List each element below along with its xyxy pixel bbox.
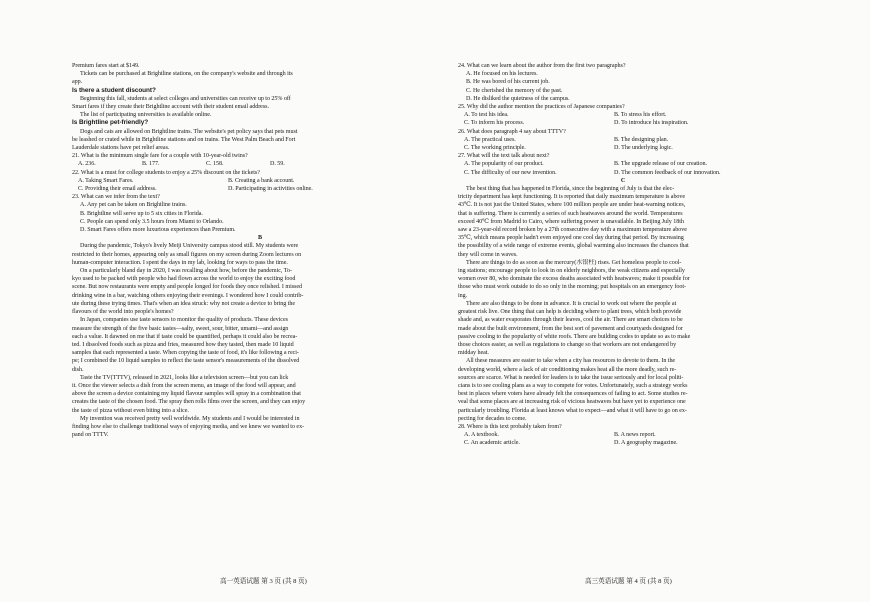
section-b-label: B [257,235,262,242]
option-a: A. The practical uses. [464,136,516,143]
options-row [72,177,448,185]
text-line: There are also things to be done in advance. It is crucial to work out where the people at [466,300,677,307]
text-line: pecting for decades to come. [458,415,527,422]
text-line: Dogs and cats are allowed on Brightline trains. The website's pet policy says that pets must [80,128,298,135]
question-22 [72,169,448,194]
question-25 [458,103,788,128]
option-b: B. He was bored of his current job. [466,79,550,86]
text-line: There are things to do as soon as the mercury(水银柱) rises. Get homeless people to cool- [466,259,682,266]
option-c: C. Providing their email address. [78,186,157,193]
text-line: ted. I dissolved foods such as pizza and fries, measured how they tasted, then made 10 liquid [72,341,294,348]
text-line: sources are scarce. What is needed for leaders is to take the issue seriously and for local politi- [458,374,684,381]
text-line: cians is to see cooling plans as a way to compete for votes. Unfortunately, such a strategy works [458,382,688,389]
options-row [458,136,788,144]
text-line: In Japan, companies use taste sensors to monitor the quality of products. These devices [80,317,288,324]
options-row [458,169,788,177]
option-b: B. The designing plan. [614,136,669,143]
question-stem: 26. What does paragraph 4 say about TTTV? [458,128,566,135]
question-24 [458,62,788,103]
options-row [458,431,788,439]
text-line: be leashed or crated while in Brightline stations and on trains. The West Palm Beach and Fort [72,136,296,143]
student-discount-text [72,95,448,120]
question-stem: 28. Where is this text probably taken from? [458,423,562,430]
question-28 [458,423,788,448]
option-c: C. The difficulty of our new invention. [464,169,557,176]
text-line: made about the built environment, from the best sort of pavement and courtyards designed for [458,325,683,332]
page-4-content [458,62,788,448]
option-a: A. To test his idea. [464,112,509,119]
options-row [458,160,788,168]
option-b: B. Creating a bank account. [228,177,295,184]
question-stem: 25. Why did the author mention the practices of Japanese companies? [458,104,625,111]
text-line: restricted to their homes, appearing only as small figures on my screen during Zoom lectures on [72,251,302,258]
text-line: Tickets can be purchased at Brightline stations, on the company's website and through its [80,71,293,78]
question-27 [458,152,788,177]
option-b: B. 177. [142,161,160,168]
text-line: ing. [458,292,468,299]
text-line: Smart fares if they create their Brightline account with their student email address. [72,104,269,111]
option-a: A. The popularity of our product. [464,161,544,168]
text-line: scene. But now restaurants were empty and people longed for foods they once relished. I missed [72,284,303,291]
question-23 [72,193,448,234]
option-a: A. Taking Smart Fares. [78,177,134,184]
text-line: midday heat. [458,350,489,357]
text-line: tricity department has kept functioning. It is reported that daily maximum temperature is above [458,194,686,201]
page-footer-left: 高一英语试题 第 3 页 (共 8 页) [220,578,307,585]
option-b: B. To stress his effort. [614,112,667,119]
text-line: developing world, where a lack of air conditioning makes heat all the more deadly, such re- [458,366,677,373]
option-d: D. The underlying logic. [614,145,673,152]
options-row [458,111,788,119]
options-row [458,439,788,447]
text-line: greatest risk live. One thing that can help is deciding where to plant trees, which both provide [458,309,682,316]
heading-pet-friendly: Is Brightline pet-friendly? [72,119,149,127]
option-d: D. A geography magazine. [614,440,678,447]
text-line: flavours of the world into people's homes? [72,309,174,316]
text-line: creates the taste of the chosen food. The spray then rolls films over the screen, and they can enjoy [72,399,306,406]
question-21 [72,152,448,168]
text-line: ing stations; encourage people to look in on elderly neighbors, the weak citizens and especially [458,268,685,275]
page-3-content [72,62,448,439]
option-b: B. A news report. [614,432,656,439]
text-line: passive cooling to the popularity of white roofs. There are building codes to update so as to make [458,333,691,340]
text-line: finding how else to challenge traditional ways of enjoying media, and we knew we wanted to ex- [72,423,305,430]
text-line: app. [72,79,83,86]
text-line: shade and, as water evaporates through their leaves, cool the air. There are smart choices to be [458,317,683,324]
option-c: C. He cherished the memory of the past. [466,87,563,94]
option-a: A. He focused on his lectures. [466,71,538,78]
text-line: Beginning this fall, students at select colleges and universities can receive up to 25% off [80,95,291,102]
option-b: B. The upgrade release of our creation. [614,161,708,168]
text-line: each a value. It dawned on me that if taste could be quantified, perhaps it could also be recrea- [72,333,298,340]
text-line: 43℃. It is not just the United States, where 100 million people are under heat-warning notices, [458,202,686,209]
option-d: D. Participating in activities online. [228,186,313,193]
heading-student-discount: Is there a student discount? [72,86,156,94]
text-line: they will come in waves. [458,251,518,258]
text-line: best in places where voters have already felt the consequences of failing to act. Some studies re- [458,391,688,398]
text-line: women over 80, who dominate the excess deaths associated with heatwaves; make it possible for [458,276,690,283]
text-line: 35℃, which means people hadn't even enjoyed one cool day during that period. By increasing [458,235,684,242]
text-line: veal that some places are at increasing risk of vicious heatwaves but have yet to experience one [458,399,686,406]
text-line: kyo used to be packed with people who had flown across the world to enjoy the exciting food [72,276,296,283]
passage-c [458,185,788,423]
text-line: the taste of pizza without even biting into a slice. [72,407,189,414]
text-line: Taste the TV(TTTV), released in 2021, looks like a television screen—but you can lick [80,374,289,381]
options-row [72,185,448,193]
text-line: ute during these trying times. That's when an idea struck: why not create a device to bring the [72,300,295,307]
pet-policy-text [72,128,448,153]
text-line: The list of participating universities is available online. [80,112,212,119]
option-d: D. The common feedback of our innovation. [614,169,721,176]
text-line: dish. [72,366,84,373]
option-c: C. An academic article. [464,440,520,447]
option-c: C. To inform his process. [464,120,525,127]
question-stem: 24. What can we learn about the author from the first two paragraphs? [458,63,626,69]
option-a: A. Any pet can be taken on Brightline trains. [80,202,187,209]
section-c-label: C [620,177,626,184]
option-a: A. A textbook. [464,432,499,439]
passage-b [72,242,448,439]
text-line: My invention was received pretty well worldwide. My students and I would be interested in [80,415,300,422]
question-stem: 23. What can we infer from the text? [72,194,160,201]
text-line: pe; I combined the 10 liquid samples to reflect the taste sensor's measurements of the dissolved [72,358,300,365]
options-row [458,119,788,127]
text-line: Premium fares start at $149. [72,63,140,69]
text-line: human-computer interaction. I spent the days in my lab, looking for ways to pass the time. [72,259,288,266]
text-line: The best thing that has happened in Florida, since the beginning of July is that the elec- [466,186,675,193]
option-c: C. People can spend only 3.5 hours from Miami to Orlando. [80,218,224,225]
question-26 [458,128,788,153]
text-line: particularly troubling. Florida at least knows what to expect—and what it will have to go on ex- [458,407,687,414]
text-line: measure the strength of the five basic tastes—salty, sweet, sour, bitter, umami—and assign [72,325,289,332]
option-a: A. 236. [78,161,96,168]
option-b: B. Brightline will serve up to 5 six cities in Florida. [80,210,203,217]
option-d: D. Smart Fares offers more luxurious experiences than Premium. [80,227,236,234]
question-stem: 27. What will the text talk about next? [458,153,550,160]
page-footer-right: 高三英语试题 第 4 页 (共 8 页) [585,578,672,585]
text-line: pand on TTTV. [72,432,109,439]
option-c: C. The working principle. [464,145,526,152]
options-row [458,144,788,152]
question-stem: 21. What is the minimum single fare for a couple with 10-year-old twins? [72,153,248,160]
text-line: drinking wine in a bar, watching others enjoying their evenings. I wondered how I could contrib- [72,292,304,299]
option-d: D. He disliked the quietness of the campus. [466,95,570,102]
text-line: On a particularly bland day in 2020, I was recalling about how, before the pandemic, To- [80,268,292,275]
text-line: that is suffering. There is currently a series of such heatwaves around the world. Temperatures [458,210,683,217]
text-line: those choices easier, as well as regulations to change so that workers are not endangered by [458,341,677,348]
intro-text-block [72,62,448,87]
text-line: samples that each represented a taste. When copying the taste of food, it's like following a reci- [72,350,299,357]
text-line: saw a 23-year-old record broken by a 27th consecutive day with a maximum temperature above [458,227,687,234]
options-row [72,160,448,168]
option-c: C. 158. [206,161,224,168]
text-line: All these measures are easier to take when a city has resources to devote to them. In the [466,358,676,365]
text-line: those who must work outside to do so only in the morning; put hospitals on an emergency foot- [458,284,686,291]
text-line: During the pandemic, Tokyo's lively Meiji University campus stood still. My students were [80,243,299,250]
text-line: the possibility of a wide range of extreme events, global warming also increases the chances that [458,243,689,250]
option-d: D. 59. [270,161,285,168]
text-line: Lauderdale stations have pet relief areas. [72,145,170,152]
option-d: D. To introduce his inspiration. [614,120,689,127]
text-line: exceed 40℃ from Madrid to Cairo, where suffering power is unavailable. In Beijing July 18th [458,218,684,225]
text-line: above the screen a device containing my liquid flavour samples will spray in a combination that [72,391,301,398]
text-line: it. Once the viewer selects a dish from the screen menu, an image of the food will appear, and [72,382,296,389]
question-stem: 22. What is a must for college students to enjoy a 25% discount on the tickets? [72,169,260,176]
